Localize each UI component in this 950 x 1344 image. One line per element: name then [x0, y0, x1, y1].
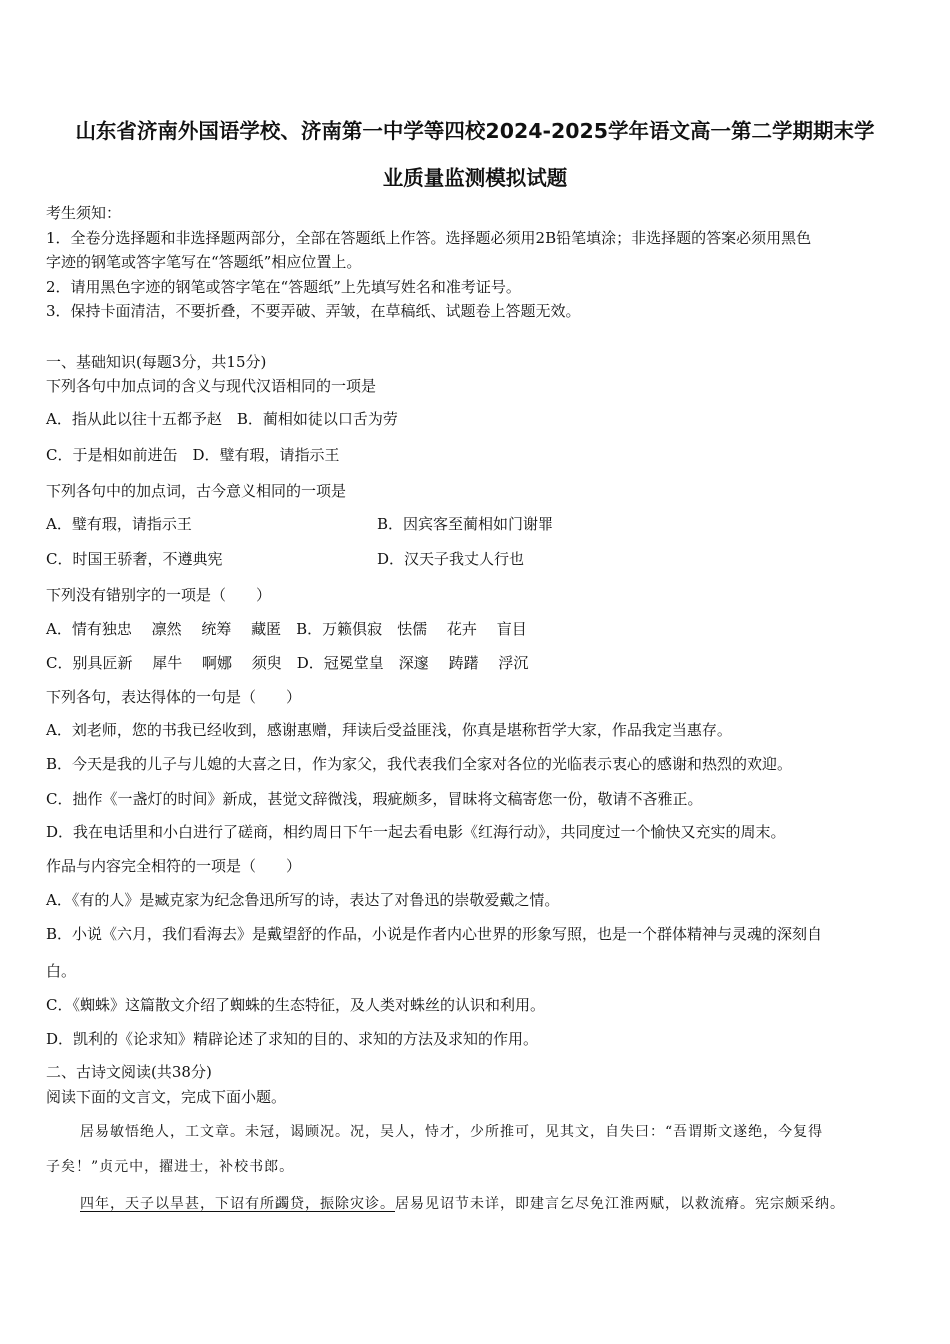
q4-option-d: D．我在电话里和小白进行了磋商，相约周日下午一起去看电影《红海行动》，共同度过一个愉快又充实的周末。 — [46, 823, 786, 841]
underlined-sentence: 四年，天子以旱甚，下诏有所蠲贷，振除灾诊。 — [80, 1196, 395, 1212]
q3-stem: 下列没有错别字的一项是（ ） — [46, 586, 272, 604]
q4-option-b: B．今天是我的儿子与儿媳的大喜之日，作为家父，我代表我们全家对各位的光临表示衷心的感谢和热烈的欢迎。 — [46, 755, 793, 773]
q5-option-b-line2: 白。 — [46, 962, 77, 980]
q3-options-row1: A．情有独忠 凛然 统筹 藏匿 B．万籁俱寂 怯儒 花卉 盲目 — [46, 620, 527, 638]
section1-heading: 一、基础知识(每题3分，共15分) — [46, 353, 267, 371]
section2-intro: 阅读下面的文言文，完成下面小题。 — [46, 1088, 287, 1106]
q4-option-c: C．拙作《一盏灯的时间》新成，甚觉文辞微浅，瑕疵颇多，冒昧将文稿寄您一份，敬请不吝雅正。 — [46, 790, 703, 808]
q5-stem: 作品与内容完全相符的一项是（ ） — [46, 857, 302, 875]
q2-option-d: D．汉天子我丈人行也 — [377, 550, 525, 568]
passage-p2-line1 — [80, 1194, 845, 1214]
q2-option-a: A．璧有瑕，请指示王 — [46, 515, 192, 533]
q5-option-c: C．《蜘蛛》这篇散文介绍了蜘蛛的生态特征，及人类对蛛丝的认识和利用。 — [46, 996, 545, 1014]
q4-stem: 下列各句，表达得体的一句是（ ） — [46, 688, 302, 706]
q4-option-a: A．刘老师，您的书我已经收到，感谢惠赠，拜读后受益匪浅，你真是堪称哲学大家，作品我定当惠存。 — [46, 721, 732, 739]
notice-item-2: 2．请用黑色字迹的钢笔或答字笔在“答题纸”上先填写姓名和准考证号。 — [46, 278, 521, 296]
passage-p1-line2: 子矣！”贞元中，擢进士，补校书郎。 — [46, 1159, 295, 1175]
passage-p2-rest: 居易见诏节未详，即建言乞尽免江淮两赋，以救流瘠。宪宗颇采纳。 — [395, 1196, 845, 1212]
notice-heading: 考生须知： — [46, 204, 122, 222]
q5-option-a: A．《有的人》是臧克家为纪念鲁迅所写的诗，表达了对鲁迅的崇敬爱戴之情。 — [46, 891, 560, 909]
q1-options-row2: C．于是相如前进缶 D．璧有瑕，请指示王 — [46, 446, 340, 464]
exam-title-line2: 业质量监测模拟试题 — [382, 166, 568, 190]
q3-options-row2: C．别具匠新 犀牛 啊娜 须臾 D．冠冕堂皇 深邃 踌躇 浮沉 — [46, 654, 529, 672]
q1-options-row1: A．指从此以往十五都予赵 B．蔺相如徒以口舌为劳 — [46, 410, 398, 428]
q1-stem: 下列各句中加点词的含义与现代汉语相同的一项是 — [46, 377, 377, 395]
notice-item-3: 3．保持卡面清洁，不要折叠，不要弄破、弄皱，在草稿纸、试题卷上答题无效。 — [46, 302, 581, 320]
section2-heading: 二、古诗文阅读(共38分) — [46, 1063, 212, 1081]
q2-option-c: C．时国王骄奢，不遵典宪 — [46, 550, 223, 568]
q2-option-b: B．因宾客至蔺相如门谢罪 — [377, 515, 554, 533]
q5-option-b-line1: B．小说《六月，我们看海去》是戴望舒的作品，小说是作者内心世界的形象写照，也是一个群体精神与灵魂的深刻自 — [46, 925, 823, 943]
q5-option-d: D．凯利的《论求知》精辟论述了求知的目的、求知的方法及求知的作用。 — [46, 1030, 539, 1048]
notice-item-1a: 1．全卷分选择题和非选择题两部分，全部在答题纸上作答。选择题必须用2B铅笔填涂；非选择题的答案必须用黑色 — [46, 229, 812, 247]
notice-item-1b: 字迹的钢笔或答字笔写在“答题纸”相应位置上。 — [46, 253, 362, 271]
q2-stem: 下列各句中的加点词，古今意义相同的一项是 — [46, 482, 347, 500]
passage-p1-line1: 居易敏悟绝人，工文章。未冠，谒顾况。况，吴人，恃才，少所推可，见其文，自失曰：“吾谓斯文遂绝，今复得 — [80, 1124, 824, 1140]
exam-title-line1: 山东省济南外国语学校、济南第一中学等四校2024-2025学年语文高一第二学期期末学 — [75, 119, 875, 143]
